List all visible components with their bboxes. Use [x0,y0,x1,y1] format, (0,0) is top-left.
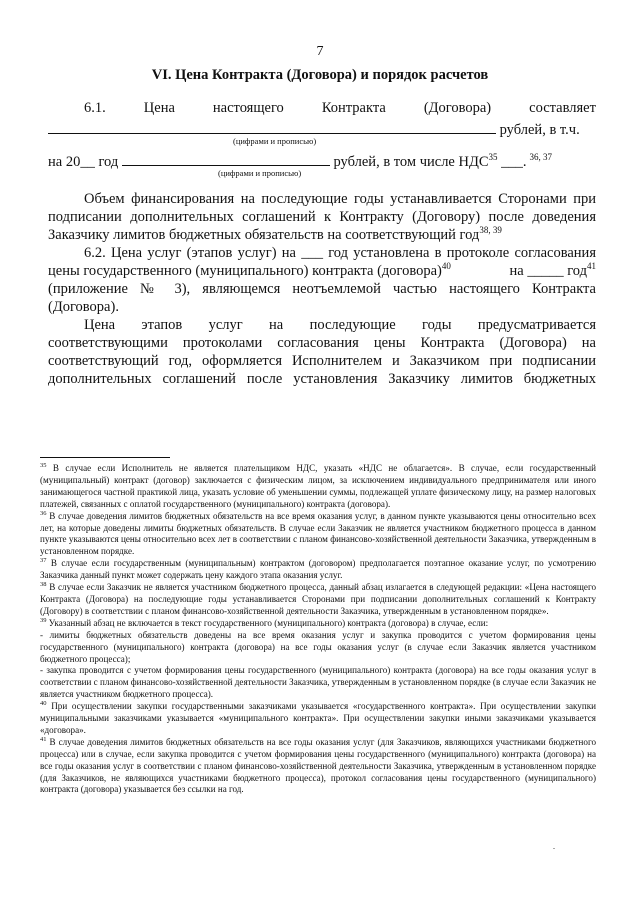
trailing-mark: . [553,842,555,851]
footnote-38 [40,582,596,618]
footnote-number: 41 [40,735,47,743]
clause-6-2-year: на _____ год [509,263,587,279]
tsena-line3: соответствующий год, оформляется Исполнителем и Заказчиком при подписании [48,353,596,369]
footnote-text: Указанный абзац не включается в текст государственного (муниципального) контракта (договора) в случае, если: [48,617,489,628]
clause-6-1-line2 [48,120,596,139]
footnote-41 [40,737,596,797]
footnote-number: 36 [40,509,47,517]
clause-6-1-word: составляет [529,100,596,116]
obem-line2: подписании дополнительных соглашений к Контракту (Договору) после доведения [48,209,596,225]
footnote-40 [40,701,596,737]
tsena-line4: дополнительных соглашений после установления Заказчику лимитов бюджетных [48,371,596,387]
clause-6-1-word: (Договора) [423,100,492,116]
tsena-line2: соответствующими протоколами согласования цены Контракта (Договора) на [48,335,596,351]
clause-6-2-line1: 6.2. Цена услуг (этапов услуг) на ___ год установлена в протоколе согласования [84,245,596,261]
obem-line1: Объем финансирования на последующие годы устанавливается Сторонами при [84,191,596,207]
footnote-39-item-2 [40,665,596,701]
nds-blank: ___. [497,154,527,170]
footnote-number: 39 [40,616,47,624]
footnote-text: - лимиты бюджетных обязательств доведены на все время оказания услуг и закупка проводится с учетом формирования цены государственного (муниципального) контракта (договора) на все годы оказания услуг (в случае если Заказчик является участником бюджетного процесса); [40,629,596,664]
footnote-number: 40 [40,700,47,708]
clause-6-1-word: Контракта [321,100,386,116]
clause-6-1-num: 6.1. [84,100,106,116]
clause-6-1-word: настоящего [212,100,284,116]
footnote-number: 35 [40,461,47,469]
footnote-36 [40,511,596,559]
rub-label: рублей, в т.ч. [499,122,580,138]
clause-6-2-line3: (приложение № 3), являющемся неотъемлемой частью настоящего Контракта [48,281,596,297]
price-blank-line [48,120,496,134]
obem-line3 [48,226,596,244]
footnote-separator [40,457,170,458]
footnote-37 [40,558,596,582]
footnote-35 [40,463,596,511]
clause-6-1-line1 [48,99,596,117]
footnote-text: При осуществлении закупки государственными заказчиками указывается «государственного контракта». При осуществлении закупки муниципальными заказчиками указывается «муниципального контракта». При осуществлении закупки иными заказчиками указывается «договора». [40,701,596,735]
footnote-text: В случае если Исполнитель не является плательщиком НДС, указать «НДС не облагается». В случае, если государственный (муниципальный) контракт (договор) заключается с физическим лицом, за исключением индивидуального предпринимателя или иного занимающегося частной практикой лица, указать условие об уменьшении суммы, подлежащей уплате физическому лицу, на размер налоговых платежей, связанных с оплатой государственного (муниципального) контракта (договора). [40,463,596,509]
nds-label: рублей, в том числе НДС [333,154,489,170]
footnote-number: 37 [40,557,47,565]
footnote-text: В случае доведения лимитов бюджетных обязательств на все годы оказания услуг (для Заказчиков, являющихся участниками бюджетного процесса) или в случае, если закупка проводится с учетом формирования цены государственного (муниципального) контракта (договора) на все годы оказания услуг в соответствии с планом финансово-хозяйственной деятельности Заказчика, утвержденным в установленном порядке (для Заказчиков, не являющихся участниками бюджетного процесса), протокол согласования цены государственного (муниципального) контракта (договора) указывается без ссылки на год. [40,736,596,795]
footnote-ref-36-37: 36, 37 [529,152,553,163]
footnote-text: - закупка проводится с учетом формирования цены государственного (муниципального) контракта (договора) на все годы оказания услуг в соответствии с планом финансово-хозяйственной деятельности Заказчика, утвержденным в установленном порядке (в случае если Заказчик не является участником бюджетного процесса). [40,665,596,700]
clause-6-2-text: цены государственного (муниципального) контракта (договора) [48,263,442,279]
footnote-39 [40,618,596,630]
tsena-line1: Цена этапов услуг на последующие годы предусматривается [84,317,596,333]
page-number: 7 [316,44,324,59]
footnote-ref-40: 40 [441,261,451,272]
clause-6-2-line2 [48,262,596,280]
footnote-39-item-1 [40,630,596,666]
footnote-text: В случае если государственным (муниципальным) контрактом (договором) предполагается поэтапное оказание услуг, по усмотрению Заказчика данный пункт может содержать цену каждого этапа оказания услуг. [40,558,597,581]
clause-6-1-word: Цена [143,100,175,116]
footnote-ref-41: 41 [587,261,596,272]
footnote-ref-35: 35 [488,152,498,163]
year-amount-blank [122,152,330,166]
caption-amount: (цифрами и прописью) [233,136,317,146]
obem-line3-text: Заказчику лимитов бюджетных обязательств на соответствующий год [48,227,480,243]
clause-6-2-line4: (Договора). [48,299,119,315]
footnote-text: В случае если Заказчик не является участником бюджетного процесса, данный абзац излагается в следующей редакции: «Цена настоящего Контракта (Договора) на последующие годы устанавливается Сторонами при подписании дополнительных соглашений к Контракту (Договору) в соответствии с планом финансово-хозяйственной деятельности Заказчика, утвержденным в установленном порядке». [40,582,596,616]
footnote-ref-38-39: 38, 39 [479,225,502,236]
year-label: на 20__ год [48,154,119,170]
section-title: VI. Цена Контракта (Договора) и порядок расчетов [151,67,489,83]
caption-amount-2: (цифрами и прописью) [218,168,302,178]
clause-6-1-line3 [48,152,596,171]
footnotes-block [40,463,596,796]
footnote-text: В случае доведения лимитов бюджетных обязательств на все время оказания услуг, в данном пункте указываются цены относительно всех лет, на которые доведены лимиты бюджетных обязательств. В случае если Заказчик не является участником бюджетного процесса в данном пункте указываются цены относительно всех лет в соответствии с планом финансово-хозяйственной деятельности Заказчика, утвержденным в установленном порядке. [40,510,596,557]
footnote-number: 38 [40,581,47,589]
